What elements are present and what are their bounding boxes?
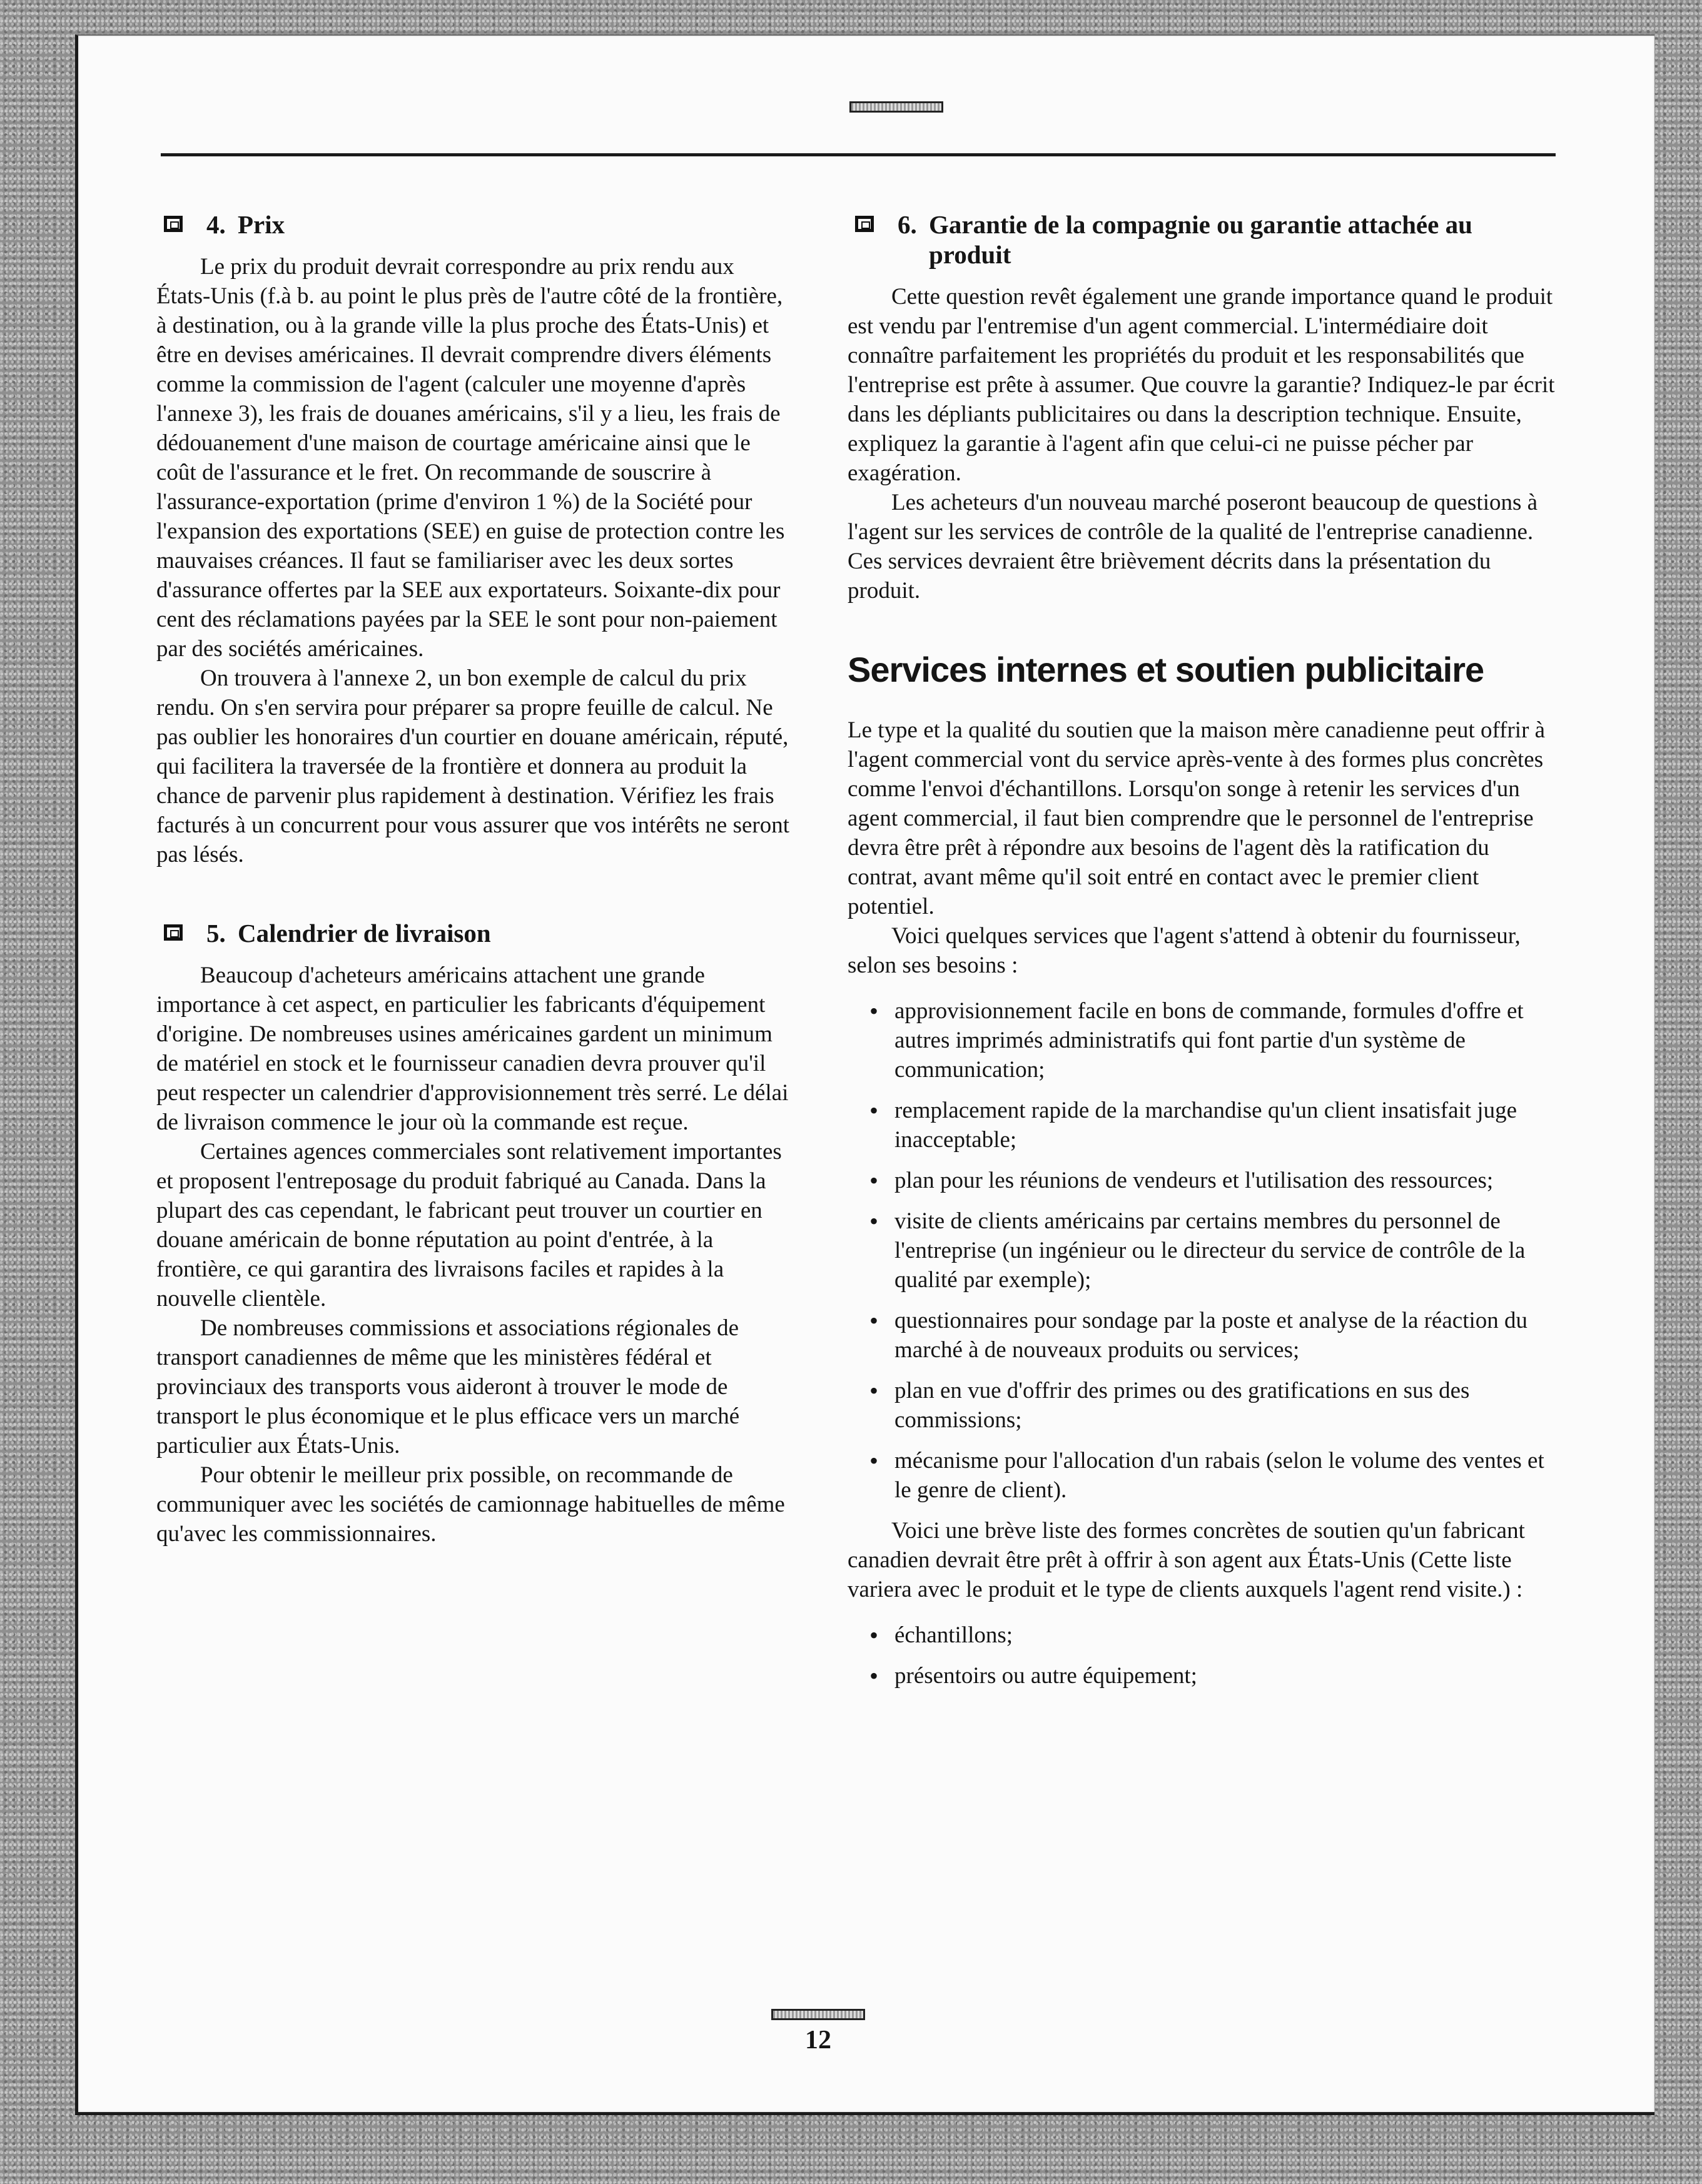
section-5-heading bbox=[156, 918, 791, 948]
section-title: Garantie de la compagnie ou garantie attachée au produit bbox=[929, 210, 1472, 269]
page-number: 12 bbox=[805, 2026, 831, 2055]
list-item: • présentoirs ou autre équipement; bbox=[894, 1661, 1558, 1691]
list-item: • échantillons; bbox=[894, 1620, 1558, 1650]
checkbox-square-icon bbox=[855, 216, 874, 232]
checkbox-square-icon bbox=[164, 216, 183, 232]
paragraph: On trouvera à l'annexe 2, un bon exemple de calcul du prix rendu. On s'en servira pour préparer sa propre feuille de calcul. Ne pas oublier les honoraires d'un courtier en douane américain, réputé, qui facilitera la traversée de la frontière et donnera au produit la chance de parvenir plus rapidement à destination. Vérifiez les frais facturés à un concurrent pour vous assurer que vos intérêts ne seront pas lésés. bbox=[156, 665, 790, 867]
section-heading-services: Services internes et soutien publicitaire bbox=[848, 650, 1484, 689]
bottom-registration-mark bbox=[771, 2009, 865, 2020]
section-title: Prix bbox=[238, 210, 285, 239]
services-bullet-list bbox=[848, 996, 1558, 1505]
section-number: 6. bbox=[898, 210, 917, 239]
list-item: • approvisionnement facile en bons de commande, formules d'offre et autres imprimés administratifs qui font partie d'un système de communication; bbox=[894, 996, 1558, 1084]
section-title: Calendrier de livraison bbox=[238, 919, 491, 948]
paragraph: De nombreuses commissions et associations régionales de transport canadiennes de même que les ministères fédéral et provinciaux des transports vous aideront à trouver le mode de transport le plus économique et le plus efficace vers un marché particulier aux États-Unis. bbox=[156, 1315, 740, 1459]
list-item: • plan en vue d'offrir des primes ou des gratifications en sus des commissions; bbox=[894, 1376, 1558, 1435]
top-registration-mark bbox=[849, 101, 943, 113]
list-item: • remplacement rapide de la marchandise qu'un client insatisfait juge inacceptable; bbox=[894, 1096, 1558, 1155]
section-4-heading bbox=[156, 210, 791, 240]
paragraph: Certaines agences commerciales sont relativement importantes et proposent l'entreposage du produit fabriqué au Canada. Dans la plupart des cas cependant, le fabricant peut trouver un courtier en douane américain de bonne réputation au point d'entrée, à la frontière, ce qui garantira des livraisons faciles et rapides à la nouvelle clientèle. bbox=[156, 1139, 782, 1312]
paragraph: Le prix du produit devrait correspondre au prix rendu aux États-Unis (f.à b. au point le plus près de l'autre côté de la frontière, à destination, ou à la grande ville la plus proche des États-Unis) et être en devises américaines. Il devrait comprendre divers éléments comme la commission de l'agent (calculer une moyenne d'après l'annexe 3), les frais de douanes américains, s'il y a lieu, les frais de dédouanement d'une maison de courtage américaine ainsi que le coût de l'assurance et le fret. On recommande de souscrire à l'assurance-exportation (prime d'environ 1 %) de la Société pour l'expansion des exportations (SEE) en guise de protection contre les mauvaises créances. Il faut se familiariser avec les deux sortes d'assurance offertes par la SEE aux exportateurs. Soixante-dix pour cent des réclamations payées par la SEE le sont pour non-paiement par des sociétés américaines. bbox=[156, 254, 785, 662]
paragraph: Pour obtenir le meilleur prix possible, on recommande de communiquer avec les sociétés de camionnage habituelles de même qu'avec les commissionnaires. bbox=[156, 1462, 785, 1547]
paragraph: Beaucoup d'acheteurs américains attachent une grande importance à cet aspect, en particulier les fabricants d'équipement d'origine. De nombreuses usines américaines gardent un minimum de matériel en stock et le fournisseur canadien devra prouver qu'il peut respecter un calendrier d'approvisionnement très serré. Le délai de livraison commence le jour où la commande est reçue. bbox=[156, 963, 789, 1135]
paragraph: Voici quelques services que l'agent s'attend à obtenir du fournisseur, selon ses besoins : bbox=[848, 923, 1521, 978]
right-column bbox=[848, 210, 1558, 1702]
list-item: • visite de clients américains par certains membres du personnel de l'entreprise (un ingénieur ou le directeur du service de contrôle de la qualité par exemple); bbox=[894, 1206, 1558, 1295]
section-number: 4. bbox=[206, 210, 226, 239]
section-number: 5. bbox=[206, 919, 226, 948]
list-item: • plan pour les réunions de vendeurs et l'utilisation des ressources; bbox=[894, 1166, 1558, 1195]
list-item: • questionnaires pour sondage par la poste et analyse de la réaction du marché à de nouveaux produits ou services; bbox=[894, 1306, 1558, 1365]
left-column bbox=[156, 210, 791, 1549]
paragraph: Cette question revêt également une grande importance quand le produit est vendu par l'entremise d'un agent commercial. L'intermédiaire doit connaître parfaitement les propriétés du produit et les responsabilités que l'entreprise est prête à assumer. Que couvre la garantie? Indiquez-le par écrit dans les dépliants publicitaires ou dans la description technique. Ensuite, expliquez la garantie à l'agent afin que celui-ci ne puisse pécher par exagération. bbox=[848, 284, 1555, 486]
paragraph: Les acheteurs d'un nouveau marché poseront beaucoup de questions à l'agent sur les services de contrôle de la qualité de l'entreprise canadienne. Ces services devraient être brièvement décrits dans la présentation du produit. bbox=[848, 490, 1538, 604]
paragraph: Le type et la qualité du soutien que la maison mère canadienne peut offrir à l'agent commercial vont du service après-vente à des formes plus concrètes comme l'envoi d'échantillons. Lorsqu'on songe à retenir les services d'un agent commercial, il faut bien comprendre que le personnel de l'entreprise devra être prêt à répondre aux besoins de l'agent dès la ratification du contrat, avant même qu'il soit entré en contact avec le premier client potentiel. bbox=[848, 717, 1546, 919]
support-bullet-list bbox=[848, 1620, 1558, 1691]
header-rule bbox=[161, 153, 1556, 156]
section-6-heading bbox=[848, 210, 1558, 270]
paragraph: Voici une brève liste des formes concrètes de soutien qu'un fabricant canadien devrait être prêt à offrir à son agent aux États-Unis (Cette liste variera avec le produit et le type de clients auxquels l'agent rend visite.) : bbox=[848, 1518, 1525, 1602]
checkbox-square-icon bbox=[164, 924, 183, 941]
list-item: • mécanisme pour l'allocation d'un rabais (selon le volume des ventes et le genre de client). bbox=[894, 1446, 1558, 1505]
